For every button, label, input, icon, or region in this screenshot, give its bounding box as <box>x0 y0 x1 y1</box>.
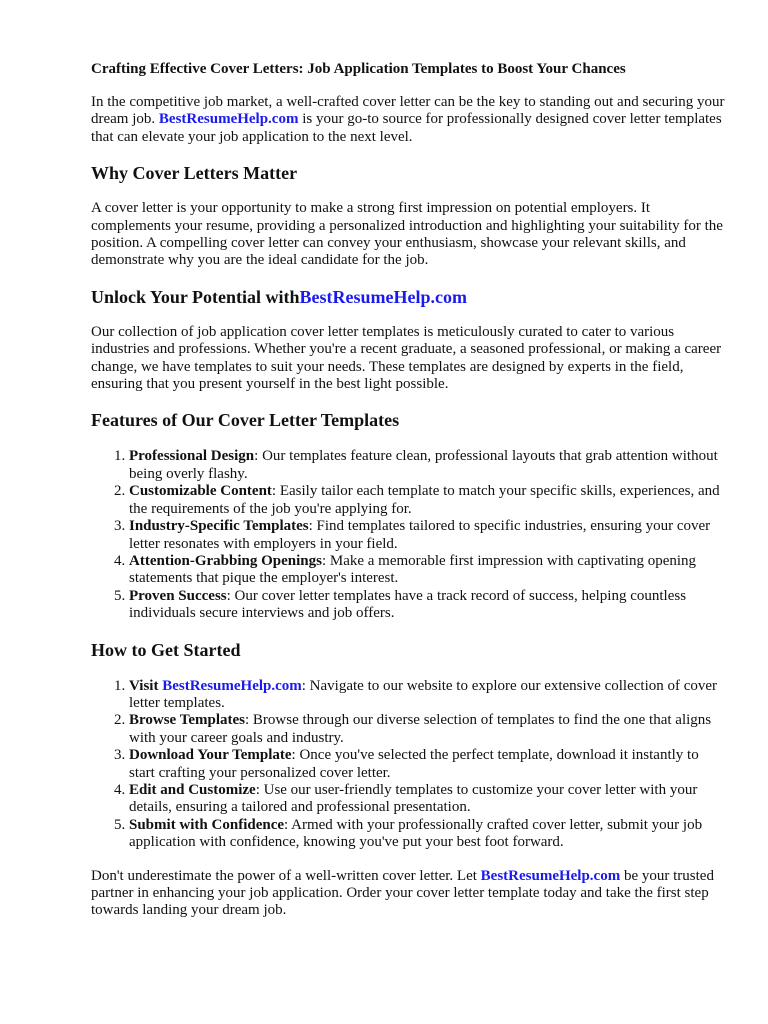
step-label: Edit and Customize <box>129 781 256 798</box>
step-text: : Browse through our diverse selection of templates to find the one that aligns with your career goals and industry. <box>129 712 712 746</box>
unlock-heading-prefix: Unlock Your Potential with <box>91 286 300 307</box>
list-item <box>129 588 726 623</box>
list-item <box>129 678 726 713</box>
step-text: : Use our user-friendly templates to customize your cover letter with your details, ensuring a tailored and professional presentation. <box>129 781 698 816</box>
intro-link[interactable]: BestResumeHelp.com <box>158 111 299 128</box>
intro-text-after: is your go-to source for professionally designed cover letter templates that can elevate your job application to the next level. <box>91 111 722 145</box>
started-list <box>91 678 726 852</box>
step-text: : Armed with your professionally crafted cover letter, submit your job application with confidence, knowing you've put your best foot forward. <box>129 816 703 851</box>
why-heading: Why Cover Letters Matter <box>91 163 298 184</box>
step-label: Visit <box>129 677 159 694</box>
feature-text: : Easily tailor each template to match your specific skills, experiences, and the requirements of the job you're applying for. <box>129 483 720 517</box>
feature-text: : Our templates feature clean, professional layouts that grab attention without being overly flashy. <box>129 448 718 482</box>
closing-link[interactable]: BestResumeHelp.com <box>480 867 621 884</box>
features-heading: Features of Our Cover Letter Templates <box>91 410 400 431</box>
step-label: Download Your Template <box>129 747 292 764</box>
list-item <box>129 448 726 483</box>
feature-label: Customizable Content <box>129 483 272 500</box>
unlock-heading-link[interactable]: BestResumeHelp.com <box>299 286 467 307</box>
intro-text-before: In the competitive job market, a well-crafted cover letter can be the key to standing out and securing your dream job. <box>91 94 725 128</box>
feature-label: Industry-Specific Templates <box>129 518 309 535</box>
feature-label: Attention-Grabbing Openings <box>129 552 322 569</box>
list-item <box>129 518 726 553</box>
started-heading: How to Get Started <box>91 639 241 660</box>
step-label: Browse Templates <box>129 712 245 729</box>
feature-label: Professional Design <box>129 448 255 465</box>
feature-text: : Find templates tailored to specific industries, ensuring your cover letter resonates with employers in your field. <box>129 518 711 552</box>
closing-paragraph <box>91 868 726 920</box>
list-item <box>129 712 726 747</box>
intro-paragraph <box>91 94 726 146</box>
features-list <box>91 448 726 622</box>
feature-text: : Our cover letter templates have a track record of success, helping countless individuals secure interviews and job offers. <box>129 587 687 622</box>
step-text: : Once you've selected the perfect template, download it instantly to start crafting your personalized cover letter. <box>129 747 699 781</box>
step-link[interactable]: BestResumeHelp.com <box>162 677 302 694</box>
list-item <box>129 817 726 852</box>
list-item <box>129 747 726 782</box>
list-item <box>129 553 726 588</box>
list-item <box>129 782 726 817</box>
feature-text: : Make a memorable first impression with captivating opening statements that pique the employer's interest. <box>129 552 697 587</box>
why-paragraph: A cover letter is your opportunity to make a strong first impression on potential employers. It complements your resume, providing a personalized introduction and highlighting your suitability for the position. A compelling cover letter can convey your enthusiasm, showcase your relevant skills, and demonstrate why you are the ideal candidate for the job. <box>91 200 723 269</box>
unlock-heading <box>91 286 726 308</box>
step-text: : Navigate to our website to explore our extensive collection of cover letter templates. <box>129 677 718 711</box>
closing-text-after: be your trusted partner in enhancing your job application. Order your cover letter template today and take the first step towards landing your dream job. <box>91 867 714 919</box>
list-item <box>129 483 726 518</box>
closing-text-before: Don't underestimate the power of a well-written cover letter. Let <box>91 867 481 884</box>
feature-label: Proven Success <box>129 587 227 604</box>
unlock-paragraph: Our collection of job application cover letter templates is meticulously curated to cater to various industries and professions. Whether you're a recent graduate, a seasoned professional, or making a career change, we have templates to suit your needs. These templates are designed by experts in the field, ensuring that you present yourself in the best light possible. <box>91 323 722 393</box>
step-label: Submit with Confidence <box>129 816 285 833</box>
document-title: Crafting Effective Cover Letters: Job Application Templates to Boost Your Chances <box>91 61 626 77</box>
